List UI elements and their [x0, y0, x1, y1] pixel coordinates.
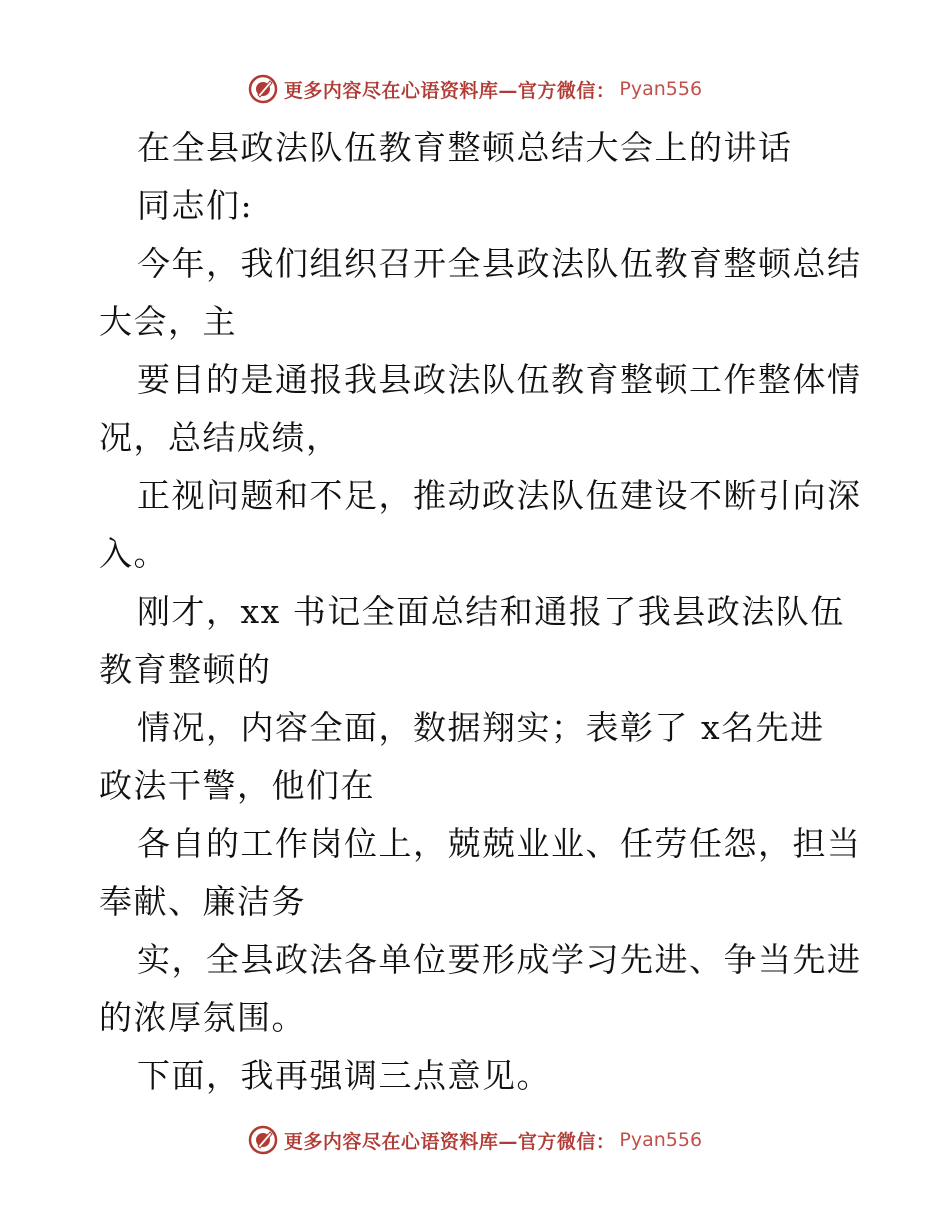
- paragraph-line: 今年，我们组织召开全县政法队伍教育整顿总结: [137, 244, 862, 283]
- paragraph-line: 大会，主: [99, 302, 237, 341]
- watermark-banner-top: [0, 69, 950, 109]
- paragraph-line: 各自的工作岗位上，兢兢业业、任劳任怨，担当: [137, 824, 862, 863]
- paragraph-line: 刚才，xx 书记全面总结和通报了我县政法队伍: [137, 592, 845, 631]
- watermark-banner-bottom: [0, 1120, 950, 1160]
- watermark-wechat-id: Pyan556: [619, 78, 703, 100]
- paragraph-line: 入。: [99, 534, 168, 573]
- pen-logo-icon: [248, 74, 278, 104]
- document-title: 在全县政法队伍教育整顿总结大会上的讲话: [137, 128, 793, 167]
- watermark-text: 更多内容尽在心语资料库—官方微信：: [283, 79, 616, 102]
- paragraph-line: 实，全县政法各单位要形成学习先进、争当先进: [137, 940, 862, 979]
- watermark-text: 更多内容尽在心语资料库—官方微信：: [283, 1130, 616, 1153]
- paragraph-line: 的浓厚氛围。: [99, 998, 306, 1037]
- paragraph-line: 政法干警，他们在: [99, 766, 375, 805]
- watermark-wechat-id: Pyan556: [619, 1129, 703, 1151]
- paragraph-line: 下面，我再强调三点意见。: [137, 1056, 551, 1095]
- paragraph-line: 况，总结成绩，: [99, 418, 341, 457]
- paragraph-line: 情况，内容全面，数据翔实；表彰了 x名先进: [137, 708, 825, 747]
- paragraph-line: 要目的是通报我县政法队伍教育整顿工作整体情: [137, 360, 862, 399]
- pen-logo-icon: [248, 1125, 278, 1155]
- paragraph-line: 奉献、廉洁务: [99, 882, 306, 921]
- salutation: 同志们:: [137, 186, 254, 225]
- paragraph-line: 教育整顿的: [99, 650, 272, 689]
- paragraph-line: 正视问题和不足，推动政法队伍建设不断引向深: [137, 476, 862, 515]
